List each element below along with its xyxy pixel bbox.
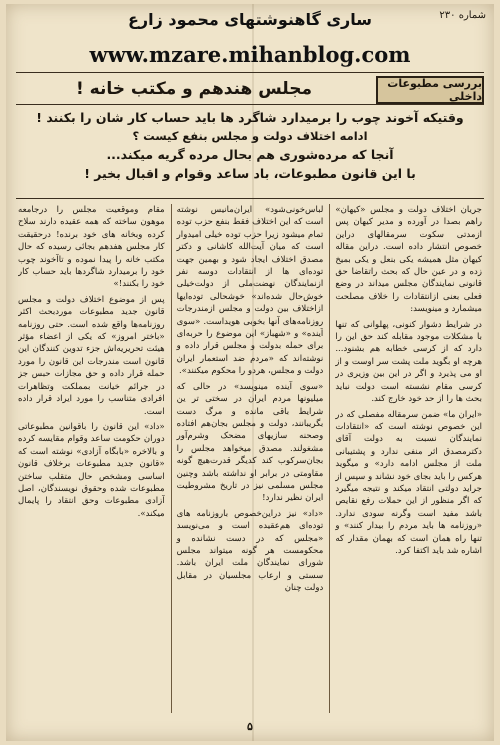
- headline-3: آنجا که مرده‌شوری هم بحال مرده گریه میکند...: [106, 147, 394, 162]
- paragraph: لباس‌خونی‌شود» ایران‌مانیس نوشته است که این اختلاف فقط بنفع حزب توده تمام میشود زیرا حزب توده خیلی امیدوار است که میان آیت‌الله کاشانی و دکتر مصدق اختلاف ایجاد شود و بهمین جهت توده‌ای ها از انتقادات دوسه نفر ازنمایندگان نهضت‌ملی از دولت‌خیلی خوش‌حال شده‌اند» خوشحالی توده‌ایها ازاختلاف بین دولت و مجلس ازمندرجات روزنامه‌های آنها بخوبی هویداست. «سوی آینده» و «شهباز» این موضوع را حربه‌ای برای حمله بدولت و مجلس قرار داده و نوشته‌اند که «مردم ضد استعمار ایران دولت و مجلس، هردو را محکوم میکنند».: [176, 205, 324, 377]
- watermark-url: www.mzare.mihanblog.com: [89, 42, 411, 67]
- title-rule: [16, 104, 484, 105]
- paragraph: مقام وموقعیت مجلس را درجامعه موهون ساخته که همه عقیده دارند سلاح کرده وبخانه های خود برنده! درحقیقت کار مجلس هفدهم بجائی رسیده که حال مکتب خانه را پیدا نموده و تاآخوند چوب خود را برمیدارد شاگردها باید حساب کار خود را بکنند!»: [17, 205, 165, 290]
- watermark-title: ساری گاهنوشتهای محمود زارع: [127, 10, 373, 29]
- paragraph: جریان اختلاف دولت و مجلس «کیهان» راهم بصدا در آورده و مدیر کیهان پس ازمدتی سکوت سرمقالهای دراین خصوص انتشار داده است. دراین مقاله کیهان مثل همیشه یکی بنعل و یکی بمیخ زده و در عین حال که بحث راتقاضا حق قانونی نمایندگان مجلس میداند در وضع فعلی بعنی ازانتقادات را خلاف مصلحت میشمارد و مینویسد:: [335, 205, 482, 315]
- column-left: [18, 204, 165, 713]
- paragraph: «ایران ما» ضمن سرمقاله مفصلی که در این خصوص نوشته است که «انتقادات نمایندگان نسبت به دولت آقای دکترمصدق اثر منفی ندارد و پشتیبانی ملت از مجلس ادامه دارد» و میگوید هرکس را باید بجای خود نشاند و سپس از جراید دولتی انتقاد میکند و نتیجه میگیرد که اگر منظور از این حملات رفع نقایص باشد مفید است وگرنه سودی ندارد. «روزنامه ها باید مردم را بیدار کنند» و تنها راه همان است که بهمان مقدار که اشاره شد باید اکتفا کرد.: [335, 409, 482, 556]
- paragraph: پس از موضوع اختلاف دولت و مجلس قانون جدید مطبوعات موردبحث اکثر روزنامه‌ها واقع شده است. حتی روزنامه «باختر امروز» که یکی از اعضاء مؤثر هیئت تحریریه‌اش جزء تدوین کنندگان این قانون است مندرجات این قانون را مورد حمله قرار داده و حق مجازات حبس جز در جرائم خیانت بمملکت وتظاهرات افرادی متناسب را مورد ایراد قرار داده است.: [17, 294, 165, 417]
- headline-1: وقتیکه آخوند چوب را برمیدارد شاگرد ها باید حساب کار شان را بکنند !: [36, 110, 464, 125]
- paragraph: «سوی آینده مینویسد» در حالی که میلیونها مردم ایران در سختی تر ین شرایط باقی مانده و مرگ دست بگریبانند، دولت و مجلس بجان‌هم افتاده وصحنه سازیهای مضحک وشرم‌آور مشغولند. مصدق میخواهد مجلس را بجان‌سرکوب کند کدیگر قدرت‌هیچ گونه مقاومتی در برابر او نداشته باشد وچنین مجلس مسلمی نیز در تاریخ مشروطیت ایران نظیر ندارد!: [176, 381, 324, 504]
- paragraph: «داد» این قانون را باقوانین مطبوعاتی دوران حکومت ساعد وقوام مقایسه کرده و بالاخره «بابگاه آزادی» نوشته است که «قانون جدید مطبوعات برخلاف قانون اساسی ومشخص حال متقلب ساختن مطبوعات شده وحقوق نویسندگان، اصل آزادی مطبوعات وحق انتقاد را پایمال میکند».: [17, 421, 165, 519]
- headline-rule: [16, 198, 484, 199]
- headline-4: با این قانون مطبوعات، باد ساعد وقوام و اقبال بخیر !: [84, 166, 416, 181]
- section-label: بررسی مطبوعات داخلی: [376, 76, 484, 104]
- newspaper-page: [6, 4, 494, 741]
- column-middle: [171, 204, 324, 713]
- headlines: [18, 106, 482, 185]
- page-number: ۵: [247, 720, 253, 733]
- column-right: [329, 204, 482, 713]
- headline-2: ادامه اختلاف دولت و مجلس بنفع کیست ؟: [132, 129, 368, 143]
- paragraph: «داد» نیز دراین‌خصوص باروزنامه های توده‌ای هم‌عقیده است و می‌نویسد «مجلس که در دست نشانده و محکومست هر گونه میتواند مجلس شورای نمایندگان ملت ایران باشد. سستی و ارعاب مجلسیان در مقابل دولت چنان: [176, 508, 324, 594]
- top-rule: [16, 72, 484, 73]
- article-columns: [18, 204, 482, 713]
- paragraph: در شرایط دشوار کنونی، پهلوانی که تنها با مشکلات موجود مقابله کند حق این را دارد که از کرسی خطابه هم بشنود... هرچه او بگوید ملت پشت سر اوست و از او می پذیرد و اگر در این بین وزیری در کرسی مقام نشسته است دولت نباید بحث ها را از حد خود خارج کند.: [335, 319, 482, 405]
- issue-number: شماره ۲۳۰: [439, 10, 486, 21]
- title-band: [16, 76, 484, 102]
- article-title: مجلس هندهم و مکتب خانه !: [76, 79, 312, 99]
